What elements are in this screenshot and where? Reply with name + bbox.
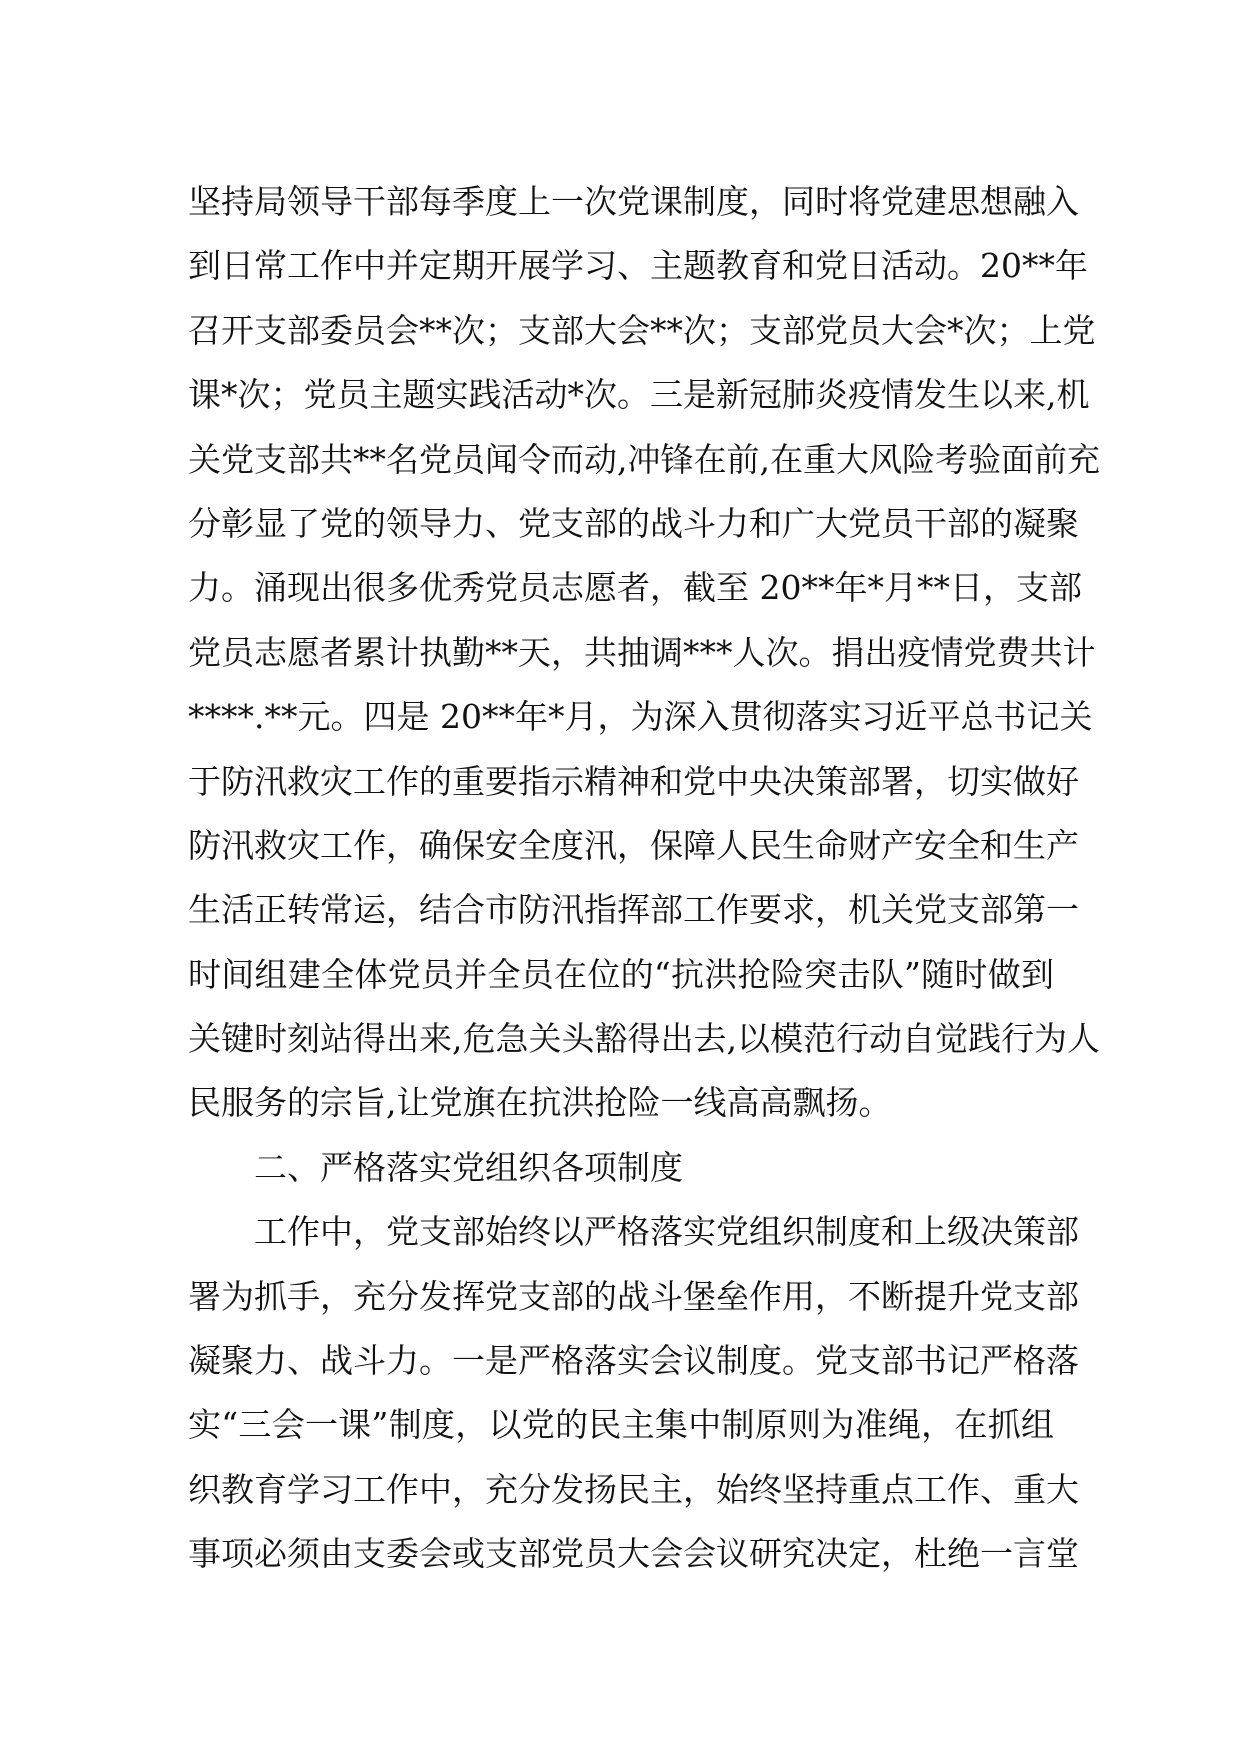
text-line: 生活正转常运，结合市防汛指挥部工作要求，机关党支部第一 (188, 890, 1079, 930)
text-line: ****.**元。四是 20**年*月，为深入贯彻落实习近平总书记关 (188, 697, 1093, 737)
document-body (188, 170, 1100, 1587)
text-line: 分彰显了党的领导力、党支部的战斗力和广大党员干部的凝聚 (188, 503, 1079, 543)
text-line: 关键时刻站得出来,危急关头豁得出去,以模范行动自觉践行为人 (188, 1019, 1100, 1059)
text-line: 力。涌现出很多优秀党员志愿者，截至 20**年*月**日，支部 (188, 568, 1082, 608)
text-line: 实“三会一课”制度，以党的民主集中制原则为准绳，在抓组 (188, 1405, 1054, 1445)
text-line: 召开支部委员会**次；支部大会**次；支部党员大会*次；上党 (188, 310, 1096, 350)
text-line: 到日常工作中并定期开展学习、主题教育和党日活动。20**年 (188, 246, 1088, 286)
text-line: 于防汛救灾工作的重要指示精神和党中央决策部署，切实做好 (188, 761, 1079, 801)
text-line: 署为抓手，充分发挥党支部的战斗堡垒作用，不断提升党支部 (188, 1276, 1079, 1316)
text-line: 时间组建全体党员并全员在位的“抗洪抢险突击队”随时做到 (188, 954, 1054, 994)
text-line: 坚持局领导干部每季度上一次党课制度，同时将党建思想融入 (188, 182, 1079, 221)
text-line: 凝聚力、战斗力。一是严格落实会议制度。党支部书记严格落 (188, 1341, 1079, 1381)
text-line: 党员志愿者累计执勤**天，共抽调***人次。捐出疫情党费共计 (188, 632, 1096, 672)
text-line: 民服务的宗旨,让党旗在抗洪抢险一线高高飘扬。 (188, 1083, 892, 1123)
text-line: 防汛救灾工作，确保安全度汛，保障人民生命财产安全和生产 (188, 825, 1079, 865)
section-heading: 二、严格落实党组织各项制度 (254, 1147, 683, 1187)
text-line: 织教育学习工作中，充分发扬民主，始终坚持重点工作、重大 (188, 1469, 1079, 1509)
text-line: 课*次；党员主题实践活动*次。三是新冠肺炎疫情发生以来,机 (188, 375, 1090, 415)
paragraph-section-two (188, 1200, 1079, 1586)
text-line: 关党支部共**名党员闻令而动,冲锋在前,在重大风险考验面前充 (188, 439, 1100, 479)
paragraph-continued (188, 170, 1100, 1136)
text-line: 工作中，党支部始终以严格落实党组织制度和上级决策部 (254, 1212, 1079, 1252)
text-line: 事项必须由支委会或支部党员大会会议研究决定，杜绝一言堂 (188, 1534, 1079, 1574)
